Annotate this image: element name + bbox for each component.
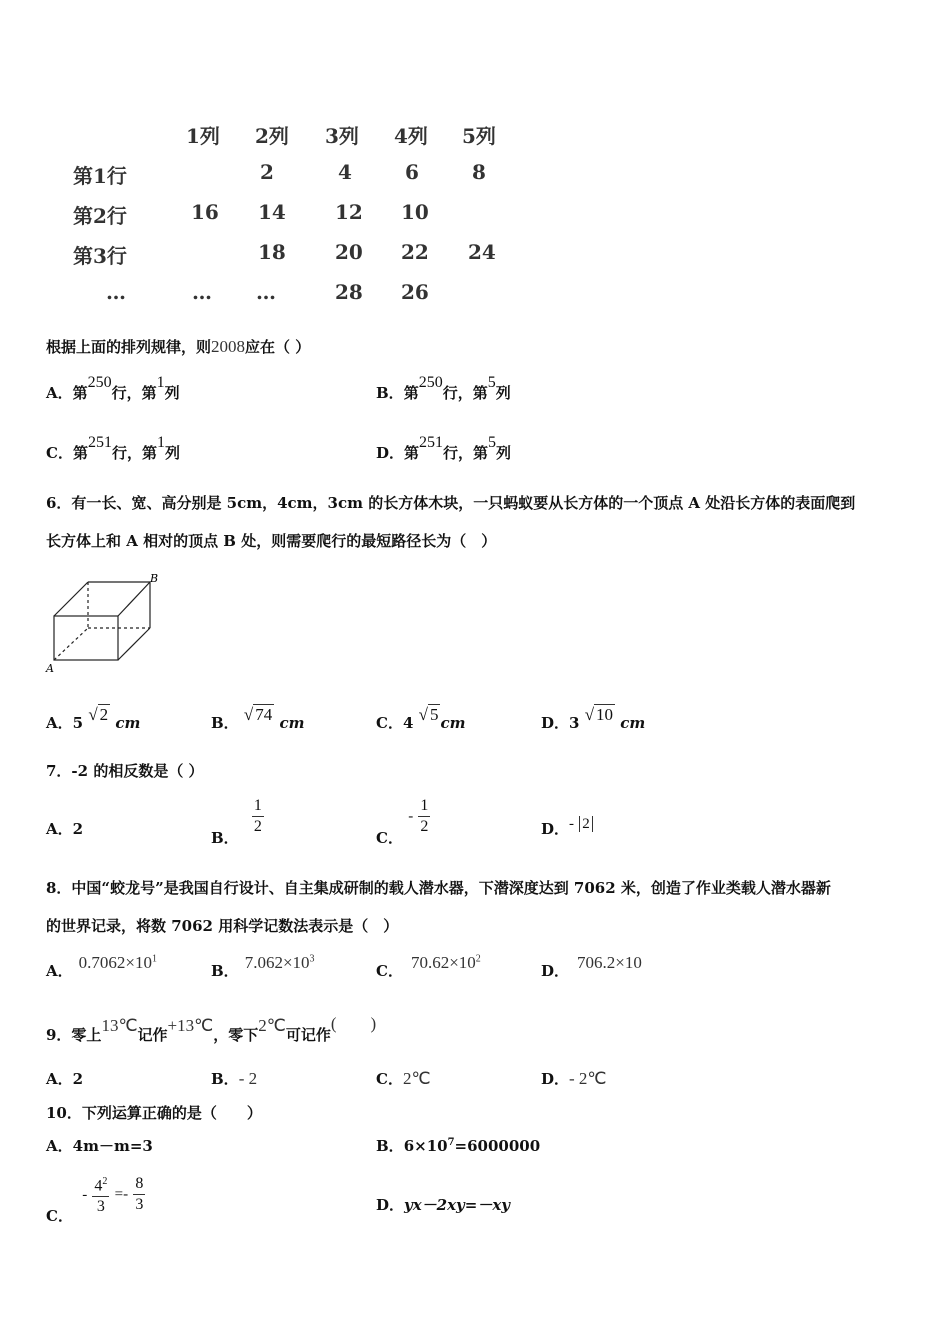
- cuboid-figure: [40, 572, 170, 678]
- grid-cell: 8: [472, 160, 486, 184]
- grid-cell: …: [192, 280, 212, 304]
- col-header-3: 3列: [325, 124, 359, 148]
- col-header-4: 4列: [394, 124, 428, 148]
- grid-cell: 18: [258, 240, 286, 264]
- grid-cell: 20: [335, 240, 363, 264]
- vertex-label-a: A: [46, 662, 54, 675]
- grid-cell: 26: [401, 280, 429, 304]
- q6-option-b[interactable]: B． √ 74 cm: [211, 705, 305, 732]
- q7-stem: 7．-2 的相反数是（ ）: [46, 762, 204, 780]
- q8-stem-line1: 8．中国“蛟龙号”是我国自行设计、自主集成研制的载人潜水器，下潜深度达到 7062 米，创造了作业类载人潜水器新: [46, 879, 831, 897]
- q5-stem-number: 2008: [211, 337, 246, 356]
- row-label-3: 第3行: [73, 244, 127, 268]
- q9-option-b[interactable]: B．- 2: [211, 1069, 258, 1088]
- q9-option-d[interactable]: D．- 2℃: [541, 1069, 607, 1088]
- q5-stem: 根据上面的排列规律，则2008应在（ ）: [46, 337, 311, 356]
- row-label-2: 第2行: [73, 204, 127, 228]
- row-label-4: …: [106, 280, 126, 304]
- q5-option-b[interactable]: B．第250行，第5列: [376, 374, 511, 402]
- grid-cell: 22: [401, 240, 429, 264]
- grid-cell: 16: [191, 200, 219, 224]
- q8-option-d[interactable]: D． 706.2×10: [541, 953, 642, 980]
- grid-cell: …: [256, 280, 276, 304]
- grid-cell: 4: [338, 160, 352, 184]
- q6-option-c[interactable]: C．4 √ 5 cm: [376, 705, 466, 732]
- q5-option-d[interactable]: D．第251行，第5列: [376, 434, 512, 462]
- col-header-1: 1列: [186, 124, 220, 148]
- grid-cell: 6: [405, 160, 419, 184]
- q10-option-b[interactable]: B．$6\times 10^7=6000000$: [376, 1137, 541, 1155]
- q7-option-b[interactable]: B． $\frac{1}{2}$: [211, 797, 262, 847]
- q7-option-c[interactable]: C． - $\frac{1}{2}$: [376, 797, 429, 847]
- q9-stem: 9．零上13℃记作+13℃，零下2℃可记作( ): [46, 1014, 377, 1044]
- grid-cell: 2: [260, 160, 274, 184]
- grid-cell: 28: [335, 280, 363, 304]
- q10-option-d[interactable]: D．yx－2xy=－xy: [376, 1196, 510, 1214]
- q10-stem: 10．下列运算正确的是（ ）: [46, 1104, 262, 1122]
- col-header-2: 2列: [255, 124, 289, 148]
- grid-cell: 10: [401, 200, 429, 224]
- grid-cell: 12: [335, 200, 363, 224]
- row-label-1: 第1行: [73, 164, 127, 188]
- q9-option-a[interactable]: A．2: [46, 1070, 84, 1088]
- q8-option-b[interactable]: B． $7.062\times 10^3$: [211, 953, 315, 980]
- q6-stem-line1: 6．有一长、宽、高分别是 5cm，4cm，3cm 的长方体木块，一只蚂蚁要从长方体的一个顶点 A 处沿长方体的表面爬到: [46, 494, 856, 512]
- col-header-5: 5列: [462, 124, 496, 148]
- q8-option-c[interactable]: C． $70.62\times 10^2$: [376, 953, 481, 980]
- q6-option-a[interactable]: A．5 √ 2 cm: [46, 705, 141, 732]
- q6-stem-line2: 长方体上和 A 相对的顶点 B 处，则需要爬行的最短路径长为（ ）: [46, 532, 497, 550]
- q10-option-a[interactable]: A．4m－m=3: [46, 1137, 153, 1155]
- q6-option-d[interactable]: D．3 √ 10 cm: [541, 705, 646, 732]
- q8-option-a[interactable]: A． $0.7062\times 10^1$: [46, 953, 157, 980]
- q5-option-a[interactable]: A．第250行，第1列: [46, 374, 180, 402]
- q7-option-d[interactable]: D．- 2: [541, 818, 593, 839]
- grid-cell: 24: [468, 240, 496, 264]
- q10-option-c[interactable]: C． - $\frac{4^2}{3}$ =- $\frac{8}{3}$: [46, 1172, 145, 1217]
- grid-cell: 14: [258, 200, 286, 224]
- q5-option-c[interactable]: C．第251行，第1列: [46, 434, 180, 462]
- q9-option-c[interactable]: C．2℃: [376, 1069, 431, 1088]
- q7-option-a[interactable]: A．2: [46, 820, 84, 838]
- cuboid-front-face: [54, 616, 118, 660]
- q8-stem-line2: 的世界记录，将数 7062 用科学记数法表示是（ ）: [46, 917, 399, 935]
- vertex-label-b: B: [150, 572, 159, 585]
